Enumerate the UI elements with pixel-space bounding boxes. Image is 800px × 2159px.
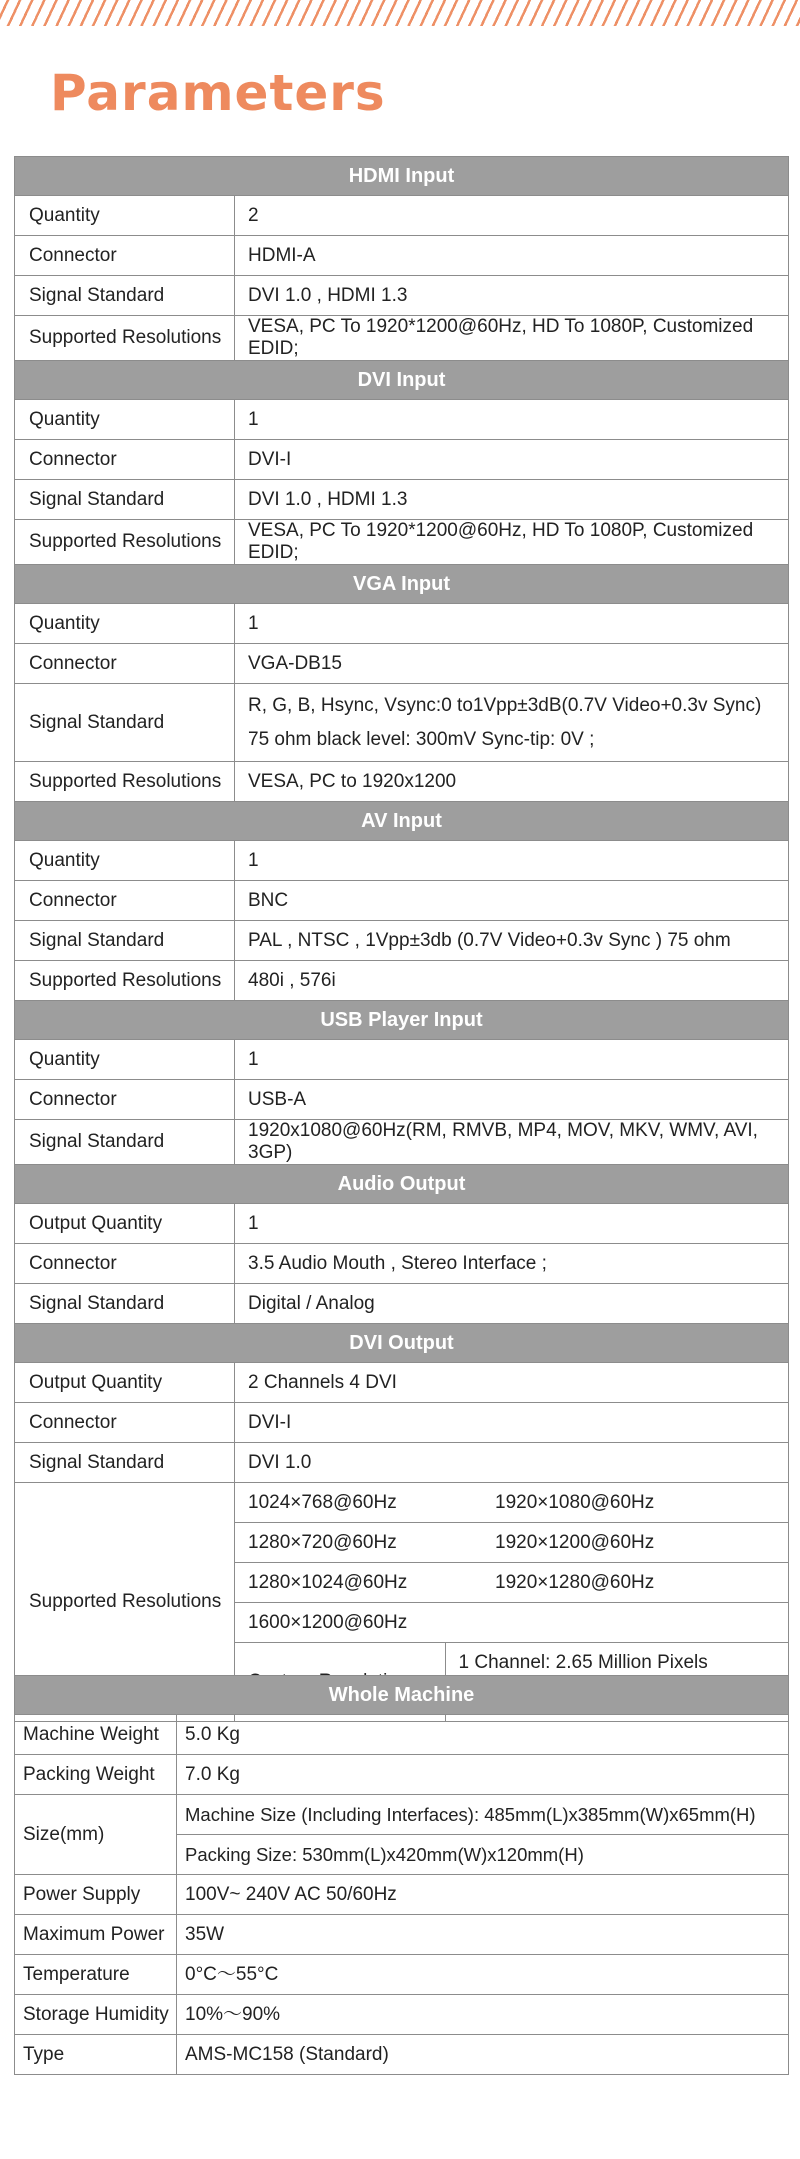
label: Connector	[15, 440, 235, 480]
value: 3.5 Audio Mouth , Stereo Interface ;	[235, 1244, 789, 1284]
resolution: 1600×1200@60Hz	[235, 1603, 482, 1643]
label: Supported Resolutions	[15, 316, 235, 361]
label: Signal Standard	[15, 1120, 235, 1165]
label: Connector	[15, 1244, 235, 1284]
value: VESA, PC To 1920*1200@60Hz, HD To 1080P, Customized EDID;	[235, 520, 789, 565]
label: Quantity	[15, 400, 235, 440]
label: Machine Weight	[15, 1715, 177, 1755]
label: Temperature	[15, 1955, 177, 1995]
section-header-usb-player-input: USB Player Input	[15, 1001, 789, 1040]
value: DVI-I	[235, 1403, 789, 1443]
label: Output Quantity	[15, 1363, 235, 1403]
label: Signal Standard	[15, 684, 235, 762]
label: Type	[15, 2035, 177, 2075]
label: Size(mm)	[15, 1795, 177, 1875]
value: 1920x1080@60Hz(RM, RMVB, MP4, MOV, MKV, WMV, AVI, 3GP)	[235, 1120, 789, 1165]
value: PAL , NTSC , 1Vpp±3db (0.7V Video+0.3v Sync ) 75 ohm	[235, 921, 789, 961]
resolution: 1920×1280@60Hz	[482, 1563, 789, 1603]
value: DVI 1.0	[235, 1443, 789, 1483]
label: Signal Standard	[15, 921, 235, 961]
value: Digital / Analog	[235, 1284, 789, 1324]
label: Supported Resolutions	[15, 1483, 235, 1722]
page-title: Parameters	[50, 64, 386, 122]
machine-table	[14, 1675, 789, 2075]
section-header-vga-input: VGA Input	[15, 565, 789, 604]
label: Connector	[15, 236, 235, 276]
label: Maximum Power	[15, 1915, 177, 1955]
signal-line-2: 75 ohm black level: 300mV Sync-tip: 0V ;	[248, 728, 595, 750]
label: Output Quantity	[15, 1204, 235, 1244]
value: 5.0 Kg	[177, 1715, 789, 1755]
value: VGA-DB15	[235, 644, 789, 684]
label: Quantity	[15, 841, 235, 881]
value: 100V~ 240V AC 50/60Hz	[177, 1875, 789, 1915]
value: USB-A	[235, 1080, 789, 1120]
label: Signal Standard	[15, 480, 235, 520]
label: Connector	[15, 881, 235, 921]
label: Connector	[15, 1403, 235, 1443]
value	[235, 684, 789, 762]
label: Signal Standard	[15, 1284, 235, 1324]
value: AMS-MC158 (Standard)	[177, 2035, 789, 2075]
label: Connector	[15, 1080, 235, 1120]
label: Signal Standard	[15, 276, 235, 316]
label: Packing Weight	[15, 1755, 177, 1795]
value: HDMI-A	[235, 236, 789, 276]
value: 35W	[177, 1915, 789, 1955]
resolution: 1920×1080@60Hz	[482, 1483, 789, 1523]
label: Quantity	[15, 604, 235, 644]
value: 1	[235, 604, 789, 644]
section-header-whole-machine: Whole Machine	[15, 1676, 789, 1715]
custom-resolution-1: 1 Channel: 2.65 Million Pixels	[458, 1651, 708, 1673]
value: 1	[235, 400, 789, 440]
label: Supported Resolutions	[15, 520, 235, 565]
section-header-audio-output: Audio Output	[15, 1165, 789, 1204]
label: Storage Humidity	[15, 1995, 177, 2035]
section-header-av-input: AV Input	[15, 802, 789, 841]
label: Power Supply	[15, 1875, 177, 1915]
value: 2	[235, 196, 789, 236]
value: DVI 1.0 , HDMI 1.3	[235, 480, 789, 520]
value: Packing Size: 530mm(L)x420mm(W)x120mm(H)	[177, 1835, 789, 1875]
label: Connector	[15, 644, 235, 684]
value: DVI 1.0 , HDMI 1.3	[235, 276, 789, 316]
value: VESA, PC to 1920x1200	[235, 762, 789, 802]
resolution: 1280×1024@60Hz	[235, 1563, 482, 1603]
value: 1	[235, 1040, 789, 1080]
section-header-dvi-input: DVI Input	[15, 361, 789, 400]
decorative-stripe-border	[0, 0, 800, 26]
value: Machine Size (Including Interfaces): 485mm(L)x385mm(W)x65mm(H)	[177, 1795, 789, 1835]
value: 2 Channels 4 DVI	[235, 1363, 789, 1403]
value: 10%～90%	[177, 1995, 789, 2035]
value: 0°C～55°C	[177, 1955, 789, 1995]
value: 480i , 576i	[235, 961, 789, 1001]
label: Signal Standard	[15, 1443, 235, 1483]
section-header-dvi-output: DVI Output	[15, 1324, 789, 1363]
value: 1	[235, 841, 789, 881]
resolution: 1280×720@60Hz	[235, 1523, 482, 1563]
value: 7.0 Kg	[177, 1755, 789, 1795]
signal-line-1: R, G, B, Hsync, Vsync:0 to1Vpp±3dB(0.7V Video+0.3v Sync)	[248, 694, 762, 716]
value: BNC	[235, 881, 789, 921]
resolution: 1920×1200@60Hz	[482, 1523, 789, 1563]
label: Supported Resolutions	[15, 961, 235, 1001]
label: Supported Resolutions	[15, 762, 235, 802]
resolution	[482, 1603, 789, 1643]
value: 1	[235, 1204, 789, 1244]
label: Quantity	[15, 196, 235, 236]
resolution: 1024×768@60Hz	[235, 1483, 482, 1523]
section-header-hdmi-input: HDMI Input	[15, 157, 789, 196]
value: VESA, PC To 1920*1200@60Hz, HD To 1080P, Customized EDID;	[235, 316, 789, 361]
spec-table	[14, 156, 789, 1722]
label: Quantity	[15, 1040, 235, 1080]
value: DVI-I	[235, 440, 789, 480]
